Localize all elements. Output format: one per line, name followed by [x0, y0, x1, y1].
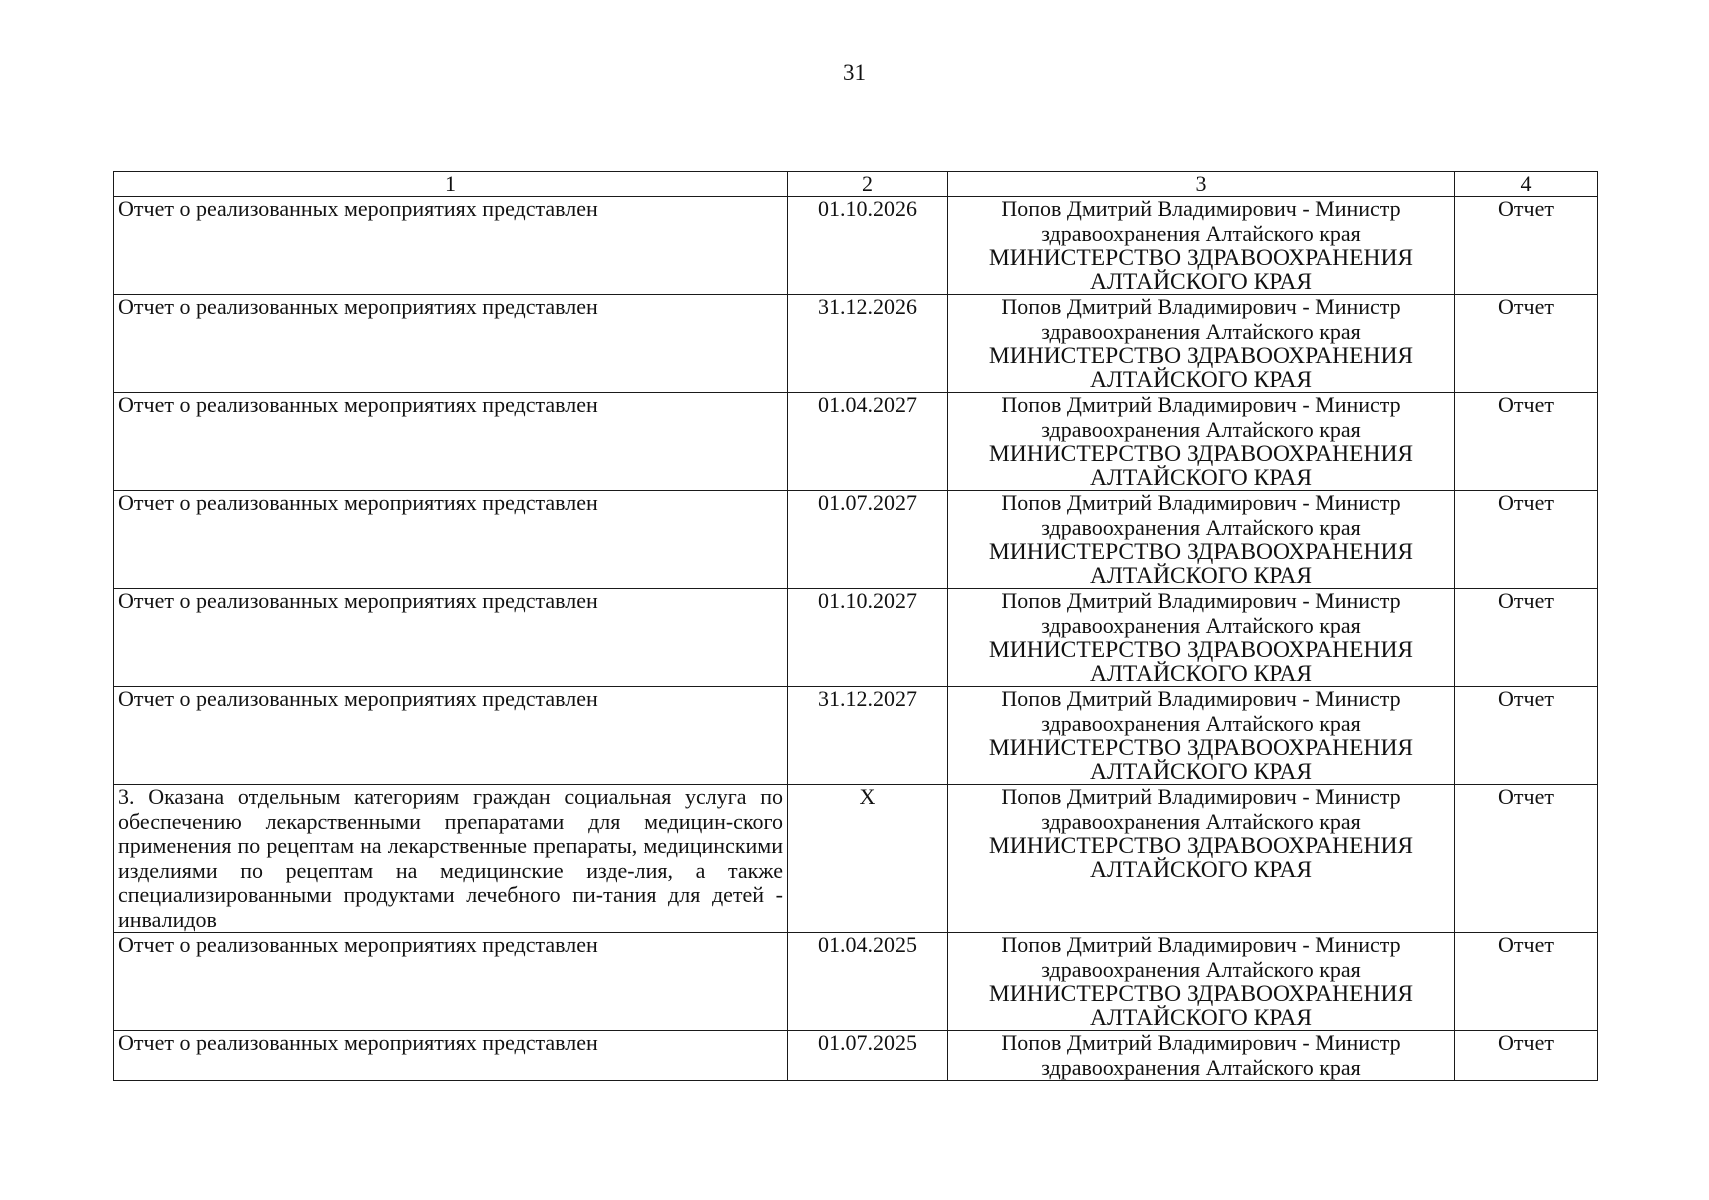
responsible-position: здравоохранения Алтайского края [1041, 318, 1361, 344]
table-row-section [114, 785, 1598, 933]
event-name-cell: Отчет о реализованных мероприятиях представлен [114, 491, 788, 589]
date-cell: 01.10.2026 [788, 197, 948, 295]
event-name-cell: Отчет о реализованных мероприятиях представлен [114, 687, 788, 785]
responsible-cell [948, 1031, 1455, 1081]
responsible-org-line-2: АЛТАЙСКОГО КРАЯ [1090, 759, 1312, 785]
event-name-cell: Отчет о реализованных мероприятиях представлен [114, 933, 788, 1031]
responsible-position: здравоохранения Алтайского края [1041, 514, 1361, 540]
responsible-cell [948, 589, 1455, 687]
date-cell: X [788, 785, 948, 933]
result-kind-cell: Отчет [1455, 1031, 1598, 1081]
responsible-position: здравоохранения Алтайского края [1041, 416, 1361, 442]
date-cell: 01.07.2025 [788, 1031, 948, 1081]
table-row [114, 295, 1598, 393]
responsible-person: Попов Дмитрий Владимирович - Министр [1001, 686, 1401, 711]
result-kind-cell: Отчет [1455, 687, 1598, 785]
responsible-cell [948, 295, 1455, 393]
table-row [114, 491, 1598, 589]
column-header-3: 3 [948, 172, 1455, 197]
responsible-person: Попов Дмитрий Владимирович - Министр [1001, 932, 1401, 957]
responsible-position: здравоохранения Алтайского края [1041, 956, 1361, 982]
event-name-cell: Отчет о реализованных мероприятиях представлен [114, 197, 788, 295]
result-kind-cell: Отчет [1455, 933, 1598, 1031]
result-kind-cell: Отчет [1455, 295, 1598, 393]
column-header-1: 1 [114, 172, 788, 197]
date-cell: 01.04.2025 [788, 933, 948, 1031]
responsible-org-line-1: МИНИСТЕРСТВО ЗДРАВООХРАНЕНИЯ [988, 245, 1414, 271]
responsible-org-line-2: АЛТАЙСКОГО КРАЯ [1090, 367, 1312, 393]
responsible-person: Попов Дмитрий Владимирович - Министр [1001, 784, 1401, 809]
responsible-person: Попов Дмитрий Владимирович - Министр [1001, 1030, 1401, 1055]
responsible-org-line-1: МИНИСТЕРСТВО ЗДРАВООХРАНЕНИЯ [988, 343, 1414, 369]
column-header-4: 4 [1455, 172, 1598, 197]
responsible-org-line-1: МИНИСТЕРСТВО ЗДРАВООХРАНЕНИЯ [988, 981, 1414, 1007]
event-name-cell: Отчет о реализованных мероприятиях представлен [114, 295, 788, 393]
table-row [114, 687, 1598, 785]
responsible-org-line-1: МИНИСТЕРСТВО ЗДРАВООХРАНЕНИЯ [988, 833, 1414, 859]
responsible-cell [948, 197, 1455, 295]
date-cell: 31.12.2027 [788, 687, 948, 785]
result-kind-cell: Отчет [1455, 491, 1598, 589]
date-cell: 01.10.2027 [788, 589, 948, 687]
responsible-org-line-1: МИНИСТЕРСТВО ЗДРАВООХРАНЕНИЯ [988, 539, 1414, 565]
table-row [114, 1031, 1598, 1081]
responsible-person: Попов Дмитрий Владимирович - Министр [1001, 392, 1401, 417]
responsible-cell [948, 933, 1455, 1031]
result-kind-cell: Отчет [1455, 589, 1598, 687]
responsible-org-line-1: МИНИСТЕРСТВО ЗДРАВООХРАНЕНИЯ [988, 441, 1414, 467]
column-header-2: 2 [788, 172, 948, 197]
responsible-cell [948, 491, 1455, 589]
responsible-person: Попов Дмитрий Владимирович - Министр [1001, 294, 1401, 319]
responsible-org-line-2: АЛТАЙСКОГО КРАЯ [1090, 269, 1312, 295]
responsible-org-line-2: АЛТАЙСКОГО КРАЯ [1090, 661, 1312, 687]
responsible-position: здравоохранения Алтайского края [1041, 710, 1361, 736]
table-row [114, 589, 1598, 687]
table-row [114, 197, 1598, 295]
responsible-person: Попов Дмитрий Владимирович - Министр [1001, 196, 1401, 221]
date-cell: 01.07.2027 [788, 491, 948, 589]
responsible-position: здравоохранения Алтайского края [1041, 808, 1361, 834]
responsible-org-line-2: АЛТАЙСКОГО КРАЯ [1090, 1005, 1312, 1031]
event-name-cell: Отчет о реализованных мероприятиях представлен [114, 393, 788, 491]
responsible-position: здравоохранения Алтайского края [1041, 220, 1361, 246]
responsible-person: Попов Дмитрий Владимирович - Министр [1001, 588, 1401, 613]
plan-table [113, 171, 1598, 1081]
responsible-person: Попов Дмитрий Владимирович - Министр [1001, 490, 1401, 515]
result-kind-cell: Отчет [1455, 393, 1598, 491]
responsible-org-line-2: АЛТАЙСКОГО КРАЯ [1090, 563, 1312, 589]
page-number: 31 [843, 60, 866, 85]
table-row [114, 393, 1598, 491]
responsible-cell [948, 785, 1455, 933]
table-row [114, 933, 1598, 1031]
event-name-cell: Отчет о реализованных мероприятиях представлен [114, 589, 788, 687]
responsible-position: здравоохранения Алтайского края [1041, 1054, 1361, 1080]
date-cell: 31.12.2026 [788, 295, 948, 393]
result-kind-cell: Отчет [1455, 785, 1598, 933]
responsible-position: здравоохранения Алтайского края [1041, 612, 1361, 638]
result-kind-cell: Отчет [1455, 197, 1598, 295]
section-title-cell: 3. Оказана отдельным категориям граждан социальная услуга по обеспечению лекарственными препаратами для медицин-ского применения по рецептам на лекарственные препараты, медицинскими изделиями по рецептам на медицинские изде-лия, а также специализированными продуктами лечебного пи-тания для детей - инвалидов [114, 785, 788, 933]
responsible-cell [948, 687, 1455, 785]
event-name-cell: Отчет о реализованных мероприятиях представлен [114, 1031, 788, 1081]
responsible-cell [948, 393, 1455, 491]
header-row [114, 172, 1598, 197]
date-cell: 01.04.2027 [788, 393, 948, 491]
responsible-org-line-2: АЛТАЙСКОГО КРАЯ [1090, 857, 1312, 883]
responsible-org-line-2: АЛТАЙСКОГО КРАЯ [1090, 465, 1312, 491]
responsible-org-line-1: МИНИСТЕРСТВО ЗДРАВООХРАНЕНИЯ [988, 735, 1414, 761]
responsible-org-line-1: МИНИСТЕРСТВО ЗДРАВООХРАНЕНИЯ [988, 637, 1414, 663]
